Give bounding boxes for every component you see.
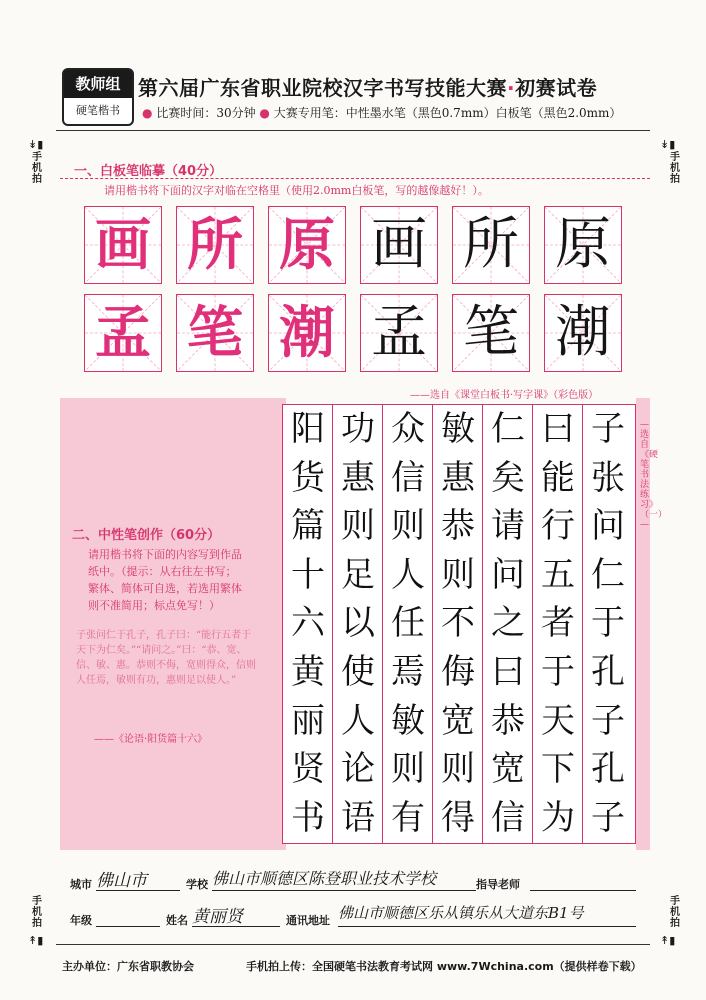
side-label-bl: 手机拍 (32, 896, 42, 929)
teacher-label: 指导老师 (476, 878, 520, 891)
section-divider (60, 178, 650, 179)
exam-info (142, 104, 621, 121)
copy-cell (360, 294, 438, 372)
handwritten-character: 得 (441, 797, 475, 838)
section1-heading: 一、白板笔临摹（40分） (74, 164, 223, 179)
copy-cell (84, 206, 162, 284)
writing-column (383, 405, 433, 843)
creation-grid (282, 404, 636, 844)
handwritten-character: 人 (391, 554, 425, 595)
title-suffix: 初赛试卷 (515, 76, 598, 100)
written-character: 原 (555, 212, 611, 277)
handwritten-character: 孔 (591, 749, 625, 790)
camera-corner-icon: ↟▮ (660, 934, 676, 947)
city-value[interactable]: 佛山市 (96, 871, 147, 891)
handwritten-character: 侮 (441, 652, 475, 692)
header-divider (56, 130, 650, 131)
handwritten-character: 功 (341, 409, 375, 449)
handwritten-character: 宽 (441, 700, 475, 741)
handwritten-character: 论 (341, 749, 375, 790)
footer-divider (56, 944, 650, 945)
handwritten-character: 信 (391, 457, 425, 498)
teacher-underline (530, 890, 636, 891)
handwritten-character: 有 (391, 797, 425, 838)
section1-instruction: 请用楷书将下面的汉字对临在空格里（使用2.0mm白板笔，写的越像越好！）。 (104, 184, 489, 197)
address-value[interactable]: 佛山市顺德区乐从镇乐从大道东B1号 (338, 904, 584, 922)
badge-style-label: 硬笔楷书 (76, 104, 120, 117)
handwritten-character: 天 (541, 700, 575, 741)
handwritten-character: 六 (291, 603, 325, 644)
handwritten-character: 问 (591, 506, 625, 547)
handwritten-character: 能 (541, 457, 575, 498)
copy-cell (268, 206, 346, 284)
handwritten-character: 敏 (441, 409, 475, 449)
handwritten-character: 者 (541, 603, 575, 644)
handwritten-character: 惠 (341, 457, 375, 498)
handwritten-character: 宽 (491, 749, 525, 790)
school-value[interactable]: 佛山市顺德区陈登职业技术学校 (212, 869, 437, 888)
handwritten-character: 子 (591, 797, 625, 838)
handwritten-character: 恭 (441, 506, 475, 547)
writing-column (583, 405, 633, 843)
copy-cell (268, 294, 346, 372)
copy-cell (176, 294, 254, 372)
handwritten-character: 信 (491, 797, 525, 838)
page-title (138, 72, 597, 101)
handwritten-character: 众 (391, 409, 425, 449)
handwritten-character: 货 (291, 457, 325, 498)
school-label: 学校 (186, 878, 208, 891)
handwritten-character: 则 (441, 554, 475, 595)
handwritten-character: 曰 (541, 409, 575, 449)
handwritten-character: 则 (391, 506, 425, 547)
name-value[interactable]: 黄丽贤 (192, 907, 243, 927)
model-character: 笔 (187, 300, 243, 366)
writing-column (433, 405, 483, 843)
handwritten-character: 于 (591, 603, 625, 644)
name-underline (192, 926, 280, 927)
writing-column (283, 405, 333, 843)
writing-column (483, 405, 533, 843)
handwritten-character: 语 (341, 797, 375, 838)
handwritten-character: 矣 (491, 457, 525, 498)
footer-upload: 手机拍上传：全国硬笔书法教育考试网 www.7Wchina.com（提供样卷下载） (246, 960, 642, 973)
side-label-tl: 手机拍 (32, 152, 42, 185)
copy-cell (84, 294, 162, 372)
handwritten-character: 仁 (591, 554, 625, 595)
handwritten-character: 仁 (491, 409, 525, 449)
side-label-br: 手机拍 (670, 896, 680, 929)
section2-panel (60, 398, 286, 850)
handwritten-character: 书 (291, 797, 325, 838)
model-character: 潮 (279, 300, 335, 366)
handwritten-character: 丽 (291, 700, 325, 741)
written-character: 笔 (463, 300, 519, 365)
handwritten-character: 恭 (491, 700, 525, 741)
handwritten-character: 以 (341, 603, 375, 644)
side-label-tr: 手机拍 (670, 152, 680, 185)
handwritten-character: 孔 (591, 652, 625, 692)
city-underline (96, 890, 180, 891)
handwritten-character: 黄 (291, 652, 325, 692)
bullet-icon: ● (142, 106, 153, 120)
handwritten-character: 子 (591, 700, 625, 741)
model-character: 画 (95, 212, 151, 278)
written-character: 潮 (555, 300, 611, 365)
address-underline (338, 926, 636, 927)
section2-instruction: 请用楷书将下面的内容写到作品纸中。（提示：从右往左书写；繁体、简体可自选，若选用繁体则不准简用；标点免写！） (88, 548, 242, 612)
section2-source: ——《论语·阳货篇十六》 (94, 734, 208, 745)
name-label: 姓名 (166, 914, 188, 927)
bullet-icon: ● (259, 106, 270, 120)
handwritten-character: 阳 (291, 409, 325, 449)
copy-cell (452, 206, 530, 284)
handwritten-character: 下 (541, 749, 575, 790)
section2-passage: 子张问仁于孔子，孔子曰：“能行五者于天下为仁矣。”“请问之。”曰：“恭、宽、信、敏、惠。恭则不侮，宽则得众，信则人任焉，敏则有功，惠则足以使人。” (76, 630, 256, 686)
city-label: 城市 (70, 878, 92, 891)
camera-corner-icon: ↡▮ (28, 138, 44, 151)
group-badge (62, 68, 134, 126)
handwritten-character: 于 (541, 652, 575, 692)
handwritten-character: 之 (491, 603, 525, 644)
handwritten-character: 惠 (441, 457, 475, 498)
vertical-source: —选自《硬笔书法练习》（一）— (640, 420, 668, 530)
model-character: 孟 (95, 300, 151, 366)
written-character: 孟 (371, 300, 427, 365)
copy-cell (544, 294, 622, 372)
model-character: 原 (279, 212, 335, 278)
copy-cell (544, 206, 622, 284)
handwritten-character: 焉 (391, 652, 425, 692)
handwritten-character: 则 (391, 749, 425, 790)
handwritten-character: 则 (441, 749, 475, 790)
exam-time: 比赛时间：30分钟 (156, 106, 256, 120)
camera-corner-icon: ↟▮ (28, 934, 44, 947)
exam-pens: 大赛专用笔：中性墨水笔（黑色0.7mm）白板笔（黑色2.0mm） (273, 106, 622, 120)
handwritten-character: 则 (341, 506, 375, 547)
handwritten-character: 敏 (391, 700, 425, 741)
writing-column (333, 405, 383, 843)
handwritten-character: 曰 (491, 652, 525, 692)
writing-column (533, 405, 583, 843)
handwritten-character: 篇 (291, 506, 325, 547)
title-main: 第六届广东省职业院校汉字书写技能大赛 (138, 76, 507, 100)
address-label: 通讯地址 (286, 914, 330, 927)
copy-cell (176, 206, 254, 284)
grade-label: 年级 (70, 914, 92, 927)
handwritten-character: 为 (541, 797, 575, 838)
handwritten-character: 不 (441, 603, 475, 644)
footer-organizer: 主办单位：广东省职教协会 (62, 960, 194, 973)
copy-cell (360, 206, 438, 284)
model-character: 所 (187, 212, 243, 278)
handwritten-character: 足 (341, 554, 375, 595)
section1-source: ——选自《课堂白板书·写字课》（彩色版） (410, 390, 599, 401)
handwritten-character: 张 (591, 457, 625, 498)
badge-group-label: 教师组 (64, 70, 132, 98)
school-underline (212, 890, 476, 891)
handwritten-character: 五 (541, 554, 575, 595)
handwritten-character: 行 (541, 506, 575, 547)
written-character: 所 (463, 212, 519, 277)
grade-underline (96, 926, 160, 927)
copy-cell (452, 294, 530, 372)
written-character: 画 (371, 212, 427, 277)
section2-heading: 二、中性笔创作（60分） (72, 528, 221, 543)
handwritten-character: 问 (491, 554, 525, 595)
camera-corner-icon: ↡▮ (660, 138, 676, 151)
handwritten-character: 任 (391, 603, 425, 644)
handwritten-character: 人 (341, 700, 375, 741)
handwritten-character: 使 (341, 652, 375, 692)
handwritten-character: 子 (591, 409, 625, 449)
handwritten-character: 贤 (291, 749, 325, 790)
title-dot: · (507, 76, 516, 100)
handwritten-character: 请 (491, 506, 525, 547)
handwritten-character: 十 (291, 554, 325, 595)
